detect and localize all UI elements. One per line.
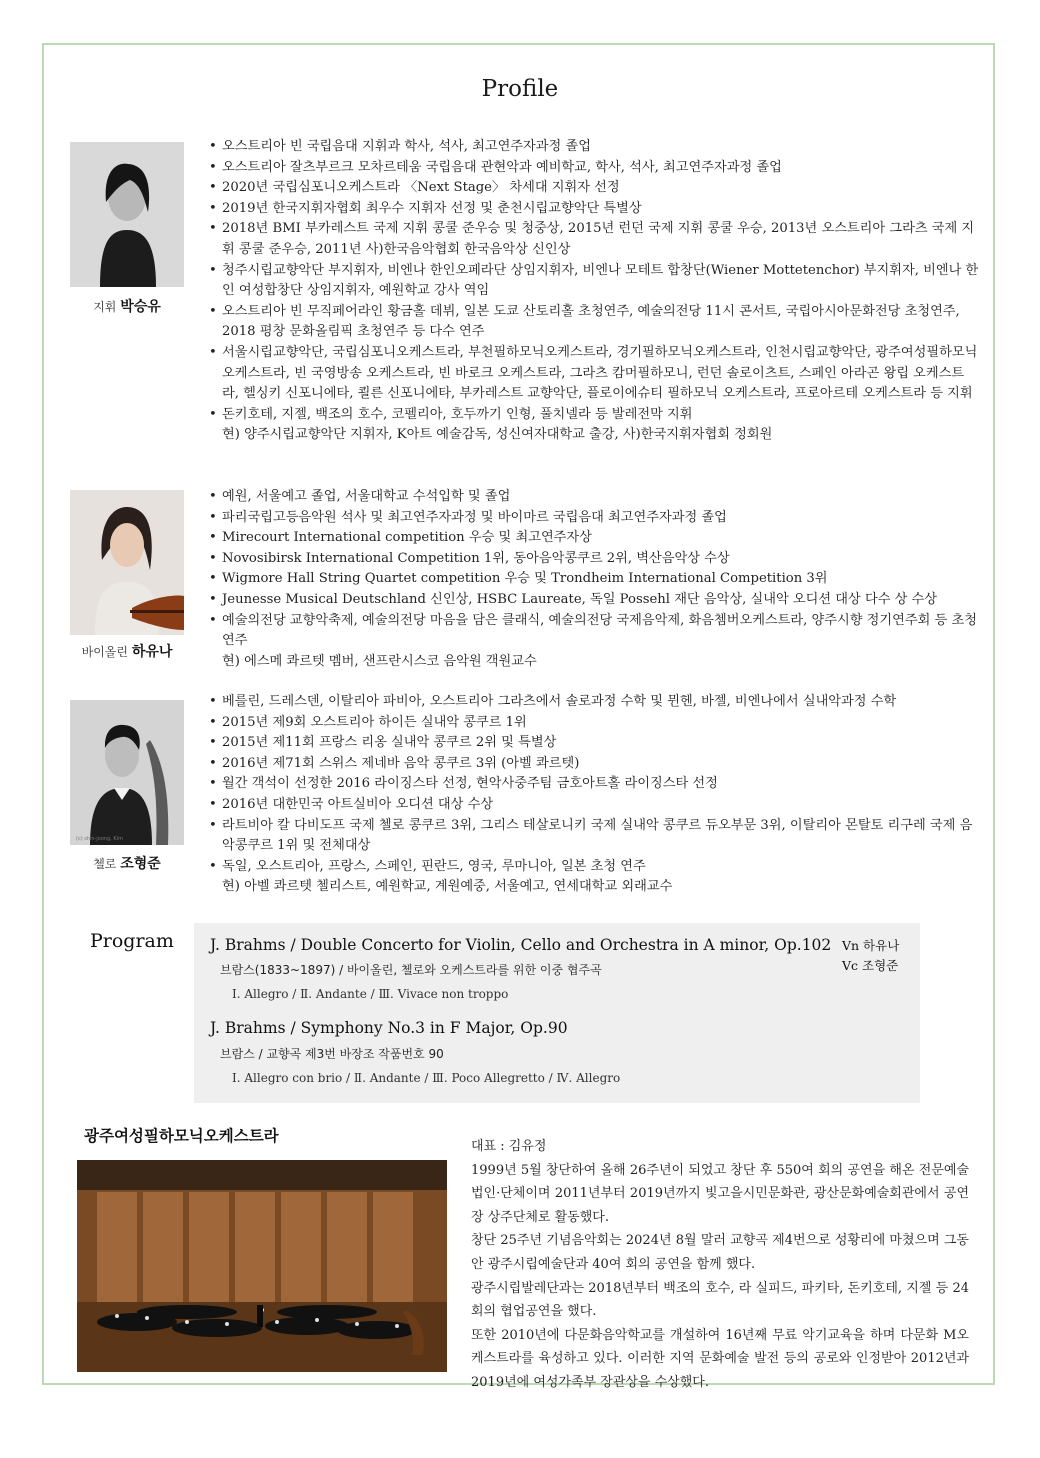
bio-current: 현) 에스메 콰르텟 멤버, 샌프란시스코 음악원 객원교수 — [222, 653, 537, 669]
conductor-photo — [70, 142, 184, 287]
bio-item: • Jeunesse Musical Deutschland 신인상, HSBC Laureate, 독일 Possehl 재단 음악상, 실내악 오디션 대상 다수 상 수상 — [209, 590, 979, 611]
piece-korean: 브람스 / 교향곡 제3번 바장조 작품번호 90 — [220, 1047, 444, 1061]
bio-item: • 서울시립교향악단, 국립심포니오케스트라, 부천필하모닉오케스트라, 경기필하모닉오케스트라, 인천시립교향악단, 광주여성필하모닉오케스트라, 빈 국영방송 오케스트라, 빈 바로크 오케스트라, 그라츠 캄머필하모니, 런던 솔로이츠트, 스페인 아라곤 왕립 오케스트라, 헬싱키 신포니에타, 쾰른 신포니에타, 부카레스트 교향악단, 플로이에슈티 필하모닉 오케스트라, 프로아르테 오케스트라 등 지휘 — [209, 343, 979, 405]
orchestra-paragraph: 창단 25주년 기념음악회는 2024년 8월 말러 교향곡 제4번으로 성황리에 마쳤으며 그동안 광주시립예술단과 40여 회의 공연을 함께 했다. — [471, 1233, 969, 1272]
bio-item: • 파리국립고등음악원 석사 및 최고연주자과정 및 바이마르 국립음대 최고연주자과정 졸업 — [209, 508, 979, 529]
bio-item: • 청주시립교향악단 부지휘자, 비엔나 한인오페라단 상임지휘자, 비엔나 모테트 합창단(Wiener Mottetenchor) 부지휘자, 비엔나 한인 여성합창단 상임지휘자, 예원학교 강사 역임 — [209, 261, 979, 302]
piece-title: J. Brahms / Double Concerto for Violin, Cello and Orchestra in A minor, Op.102 — [210, 936, 832, 954]
photo-credit: (c) shin-joong, Kim — [76, 836, 123, 842]
cellist-caption — [70, 853, 184, 873]
piece-title: J. Brahms / Symphony No.3 in F Major, Op.90 — [210, 1019, 568, 1037]
bio-item: • Wigmore Hall String Quartet competition 우승 및 Trondheim International Competition 3위 — [209, 569, 979, 590]
bio-item: • 라트비아 칼 다비도프 국제 첼로 콩쿠르 3위, 그리스 테살로니키 국제 실내악 콩쿠르 듀오부문 3위, 이탈리아 몬탈토 리구레 국제 음악콩쿠르 1위 및 전체대상 — [209, 816, 979, 857]
conductor-name: 박승유 — [120, 299, 161, 315]
program-label: Program — [90, 930, 174, 952]
performers — [842, 936, 899, 976]
page-title: Profile — [481, 76, 559, 102]
violinist-photo — [70, 490, 184, 635]
orchestra-text — [471, 1135, 969, 1395]
bio-item: • 2015년 제11회 프랑스 리옹 실내악 콩쿠르 2위 및 특별상 — [209, 733, 979, 754]
bio-item: • 2016년 대한민국 아트실비아 오디션 대상 수상 — [209, 795, 979, 816]
bio-item: • Mirecourt International competition 우승 및 최고연주자상 — [209, 528, 979, 549]
bio-item: • 돈키호테, 지젤, 백조의 호수, 코펠리아, 호두까기 인형, 풀치넬라 등 발레전막 지휘 — [209, 405, 979, 426]
bio-item: • 베를린, 드레스덴, 이탈리아 파비아, 오스트리아 그라츠에서 솔로과정 수학 및 뮌헨, 바젤, 비엔나에서 실내악과정 수학 — [209, 692, 979, 713]
bio-item: • 오스트리아 빈 무직페어라인 황금홀 데뷔, 일본 도쿄 산토리홀 초청연주, 예술의전당 11시 콘서트, 국립아시아문화전당 초청연주, 2018 평창 문화올림픽 초청연주 등 다수 연주 — [209, 302, 979, 343]
bio-current: 현) 양주시립교향악단 지휘자, K아트 예술감독, 성신여자대학교 출강, 사)한국지휘자협회 정회원 — [222, 427, 773, 443]
violinist-caption — [70, 641, 184, 661]
conductor-bio — [209, 137, 979, 446]
piece-movements: Ⅰ. Allegro con brio / Ⅱ. Andante / Ⅲ. Poco Allegretto / Ⅳ. Allegro — [232, 1071, 621, 1085]
orchestra-representative: 대표 : 김유정 — [471, 1139, 547, 1154]
bio-item: • 2016년 제71회 스위스 제네바 음악 콩쿠르 3위 (아벨 콰르텟) — [209, 754, 979, 775]
bio-item: • 월간 객석이 선정한 2016 라이징스타 선정, 현악사중주팀 금호아트홀 라이징스타 선정 — [209, 774, 979, 795]
conductor-caption — [70, 296, 184, 316]
orchestra-photo — [77, 1160, 447, 1372]
bio-item: • 독일, 오스트리아, 프랑스, 스페인, 핀란드, 영국, 루마니아, 일본 초청 연주 — [209, 857, 979, 878]
orchestra-paragraph: 광주시립발레단과는 2018년부터 백조의 호수, 라 실피드, 파키타, 돈키호테, 지젤 등 24회의 협업공연을 했다. — [471, 1280, 969, 1320]
performer-violin: Vn 하유나 — [842, 938, 900, 953]
cellist-bio — [209, 692, 979, 898]
conductor-role: 지휘 — [93, 300, 117, 314]
bio-item: • 예원, 서울예고 졸업, 서울대학교 수석입학 및 졸업 — [209, 487, 979, 508]
bio-item: • 2018년 BMI 부카레스트 국제 지휘 콩쿨 준우승 및 청중상, 2015년 런던 국제 지휘 콩쿨 우승, 2013년 오스트리아 그라츠 국제 지휘 콩쿨 준우승, 2011년 사)한국음악협회 한국음악상 신인상 — [209, 219, 979, 260]
bio-item: • Novosibirsk International Competition 1위, 동아음악콩쿠르 2위, 벽산음악상 수상 — [209, 549, 979, 570]
violinist-bio — [209, 487, 979, 672]
piece-korean: 브람스(1833~1897) / 바이올린, 첼로와 오케스트라를 위한 이중 협주곡 — [220, 963, 602, 977]
orchestra-name: 광주여성필하모닉오케스트라 — [84, 1127, 279, 1145]
bio-item: • 예술의전당 교향악축제, 예술의전당 마음을 담은 클래식, 예술의전당 국제음악제, 화음쳄버오케스트라, 양주시향 정기연주회 등 초청연주 — [209, 611, 979, 652]
bio-current: 현) 아벨 콰르텟 첼리스트, 예원학교, 계원예중, 서울예고, 연세대학교 외래교수 — [222, 879, 673, 895]
bio-item: • 2020년 국립심포니오케스트라 〈Next Stage〉 차세대 지휘자 선정 — [209, 178, 979, 199]
violinist-role: 바이올린 — [81, 645, 128, 659]
cellist-role: 첼로 — [93, 857, 117, 871]
bio-item: • 오스트리아 빈 국립음대 지휘과 학사, 석사, 최고연주자과정 졸업 — [209, 137, 979, 158]
violinist-name: 하유나 — [131, 644, 173, 660]
bio-item: • 2019년 한국지휘자협회 최우수 지휘자 선정 및 춘천시립교향악단 특별상 — [209, 199, 979, 220]
bio-item: • 2015년 제9회 오스트리아 하이든 실내악 콩쿠르 1위 — [209, 713, 979, 734]
orchestra-paragraph: 1999년 5월 창단하여 올해 26주년이 되었고 창단 후 550여 회의 공연을 해온 전문예술법인·단체이며 2011년부터 2019년까지 빛고을시민문화관, 광산문화예술회관에서 공연장 상주단체로 활동했다. — [471, 1162, 969, 1225]
piece-movements: Ⅰ. Allegro / Ⅱ. Andante / Ⅲ. Vivace non troppo — [232, 987, 509, 1001]
cellist-photo — [70, 700, 184, 845]
cellist-name: 조형준 — [120, 856, 161, 872]
bio-item: • 오스트리아 잘츠부르크 모차르테움 국립음대 관현악과 예비학교, 학사, 석사, 최고연주자과정 졸업 — [209, 158, 979, 179]
orchestra-paragraph: 또한 2010년에 다문화음악학교를 개설하여 16년째 무료 악기교육을 하며 다문화 M오케스트라를 육성하고 있다. 이러한 지역 문화예술 발전 등의 공로와 인정받아 2012년과 2019년에 여성가족부 장관상을 수상했다. — [471, 1327, 969, 1390]
performer-cello: Vc 조형준 — [842, 958, 899, 973]
